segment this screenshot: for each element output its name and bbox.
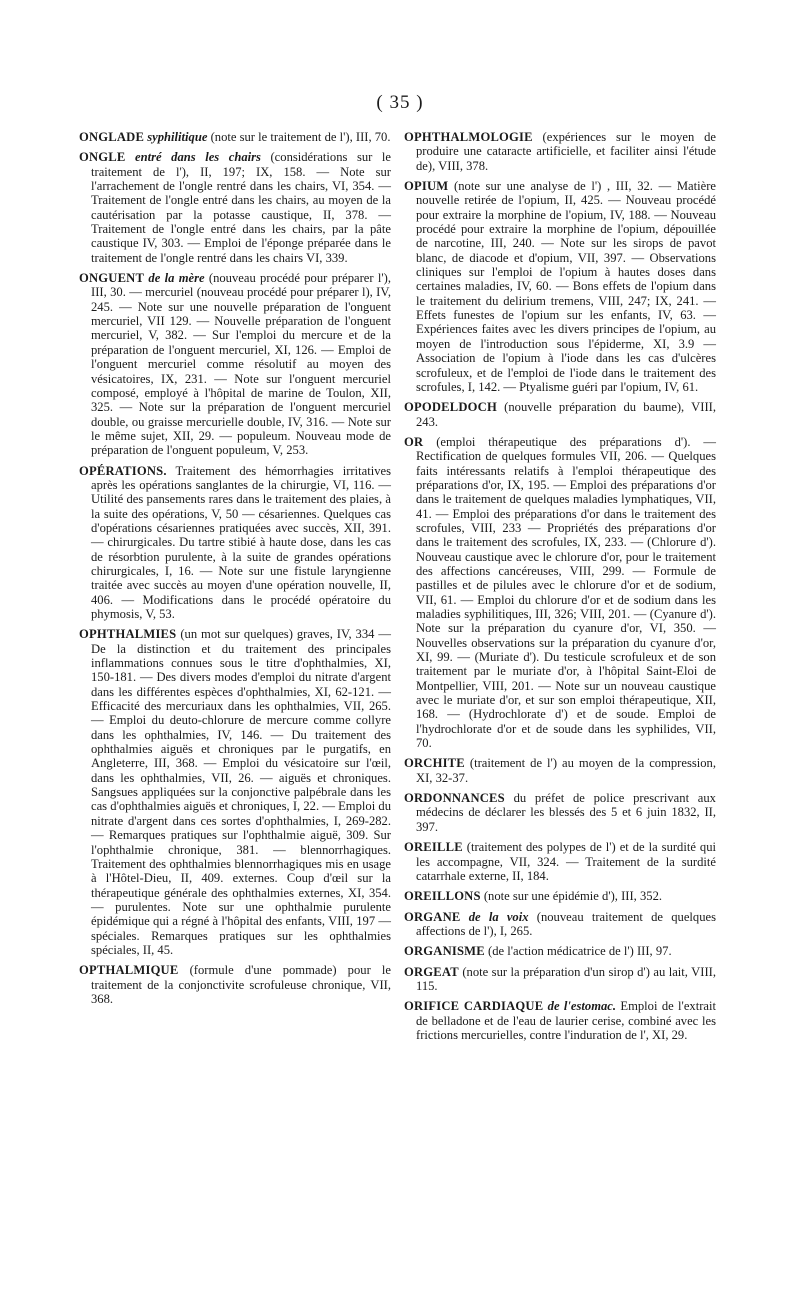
index-entry [404,400,716,429]
entry-text: (note sur le traitement de l'), III, 70. [210,130,391,144]
index-entry [404,840,716,883]
entry-text: (considérations sur le traitement de l'), II, 197; IX, 158. — Note sur l'arrachement de l'ongle rentré dans les chairs, VI, 354. — Traitement de l'ongle entré dans les chairs, au moyen de la cautérisation par la potasse caustique, II, 378. — Traitement de l'ongle entré dans les chairs, par la pâte caustique IV, 303. — Emploi de l'éponge préparée dans le traitement de l'ongle rentré dans les chairs VI, 339. [91,150,391,265]
index-entry [404,179,716,394]
entry-text: Emploi de l'extrait de belladone et de l'eau de laurier cerise, combiné avec les frictions mercurielles, contre l'induration de l', XI, 29. [416,999,716,1042]
entry-headword: OREILLONS [404,889,481,904]
page-number: ( 35 ) [376,92,424,113]
index-entry [404,999,716,1042]
entry-subheading: syphilitique [147,130,208,144]
entry-text: (nouveau procédé pour préparer l'), III, 30. — mercuriel (nouveau procédé pour préparer l), IV, 245. — Note sur une nouvelle préparation de l'onguent mercuriel, VII 129. — Nouvelle préparation de l'onguent mercuriel, V, 382. — Sur l'emploi du mercure et de la préparation de l'onguent mercuriel, XI, 126. — Emploi de l'onguent mercuriel comme résolutif au moyen des vésicatoires, IX, 231. — Note sur l'onguent mercuriel composé, employé à l'hôpital de marine de Toulon, XII, 325. — Note sur la préparation de l'onguent mercuriel double, ou graisse mercurielle double, IV, 316. — Note sur le même sujet, XII, 29. — populeum. Nouveau mode de préparation de l'onguent populeum, V, 253. [91,271,391,458]
entry-text: (note sur la préparation d'un sirop d') au lait, VIII, 115. [416,964,716,993]
index-entry [79,130,391,144]
entry-text: (note sur une épidémie d'), III, 352. [483,889,663,904]
entry-text: (note sur une analyse de l') , III, 32. — Matière nouvelle retirée de l'opium, II, 425. — Nouveau procédé pour extraire la morphine de l'opium, IV, 188. — Nouveau procédé pour extraire la morphine de l'opium, dépouillée de narcotine, III, 240. — Note sur les sirops de pavot blanc, de diacode et d'opium, VII, 397. — Observations cliniques sur l'emploi de l'opium à hautes doses dans certaines maladies, IV, 60. — Bons effets de l'opium dans le traitement du delirium tremens, VIII, 247; IX, 241. — Effets funestes de l'opium sur les enfants, IV, 63. — Expériences faites avec les divers principes de l'opium, au moyen de l'introduction sous l'épiderme, XI, 3.9 — Association de l'opium à l'iode dans les cas d'ulcères scrofuleux, et de l'emploi de l'iode dans le traitement des scrofules, I, 142. — Ptyalisme guéri par l'opium, IV, 61. [416,179,716,394]
index-entry [404,910,716,939]
entry-text: (expériences sur le moyen de produire une cataracte artificielle, et faciliter ainsi l'étude de), VIII, 378. [416,130,716,173]
entry-headword: OPODELDOCH [404,400,497,415]
index-entry [404,756,716,785]
entry-headword: ORGEAT [404,964,459,979]
entry-headword: ORIFICE CARDIAQUE [404,999,544,1014]
entry-headword: OPHTHALMIES [79,627,177,642]
index-entry [79,464,391,622]
entry-headword: ORDONNANCES [404,791,505,806]
entry-text: (traitement des polypes de l') et de la surdité qui les accompagne, VII, 324. — Traitement de la surdité catarrhale externe, II, 184. [416,840,717,883]
entry-text: du préfet de police prescrivant aux médecins de déclarer les blessés des 5 et 6 juin 1832, II, 397. [416,791,716,834]
entry-text: (emploi thérapeutique des préparations d'). — Rectification de quelques formules VII, 206. — Quelques faits intéressants relatifs à l'emploi thérapeutique des préparations d'or, IX, 195. — Emploi des préparations d'or dans le traitement de quelques maladies lymphatiques, VII, 41. — Emploi des préparations d'or dans le traitement des scrofules, VIII, 233 — Propriétés des préparations d'or dans le traitement des scrofules, IX, 233. — (Chlorure d'). Nouveau caustique avec le chlorure d'or, pour le traitement des affections cancéreuses, VIII, 299. — Formule de pastilles et de pilules avec le chlorure d'or et de sodium, VII, 61. — Emploi du chlorure d'or et de sodium dans les maladies syphilitiques, III, 326; VIII, 201. — (Cyanure d'). Note sur la préparation du cyanure d'or, VI, 350. — Nouvelles observations sur la préparation du cyanure d'or, XI, 99. — (Muriate d'). Du testicule scrofuleux et de son traitement par le muriate d'or, à l'hôpital Saint-Eloi de Montpellier, VIII, 201. — Note sur un nouveau caustique avec le muriate d'or, et sur son emploi thérapeutique, XII, 168. — (Hydrochlorate d') et de soude. Emploi de l'hydrochlorate d'or et de soude dans les syphilides, VII, 70. [416,434,717,751]
index-entry [404,889,716,903]
entry-headword: OREILLE [404,840,463,855]
entry-headword: ORCHITE [404,756,465,771]
entry-text: (nouveau traitement de quelques affections de l'), I, 265. [416,909,716,938]
entry-headword: OPHTHALMOLOGIE [404,130,533,144]
index-entry [404,791,716,834]
index-entry [79,271,391,457]
entry-text: (de l'action médicatrice de l') III, 97. [488,944,672,959]
entry-text: (formule d'une pommade) pour le traitement de la conjonctivite scrofuleuse chronique, VII, 368. [91,963,391,1006]
entry-text: (nouvelle préparation du baume), VIII, 243. [416,400,716,429]
entry-headword: OPÉRATIONS. [79,463,167,478]
entry-subheading: entré dans les chairs [135,150,261,165]
left-column [79,130,391,1012]
entry-headword: ORGANISME [404,944,485,959]
entry-headword: ONGLE [79,150,126,165]
entry-text: (un mot sur quelques) graves, IV, 334 — De la distinction et du traitement des principales inflammations connues sous le titre d'ophthalmies, XI, 150-181. — Des divers modes d'emploi du nitrate d'argent dans les différentes espèces d'ophthalmies, XI, 62-121. — Efficacité des mercuriaux dans les ophthalmies, VII, 265. — Emploi du deuto-chlorure de mercure comme collyre dans les ophthalmies, IV, 146. — Du traitement des ophthalmies aiguës et chroniques par le purgatifs, en Angleterre, III, 368. — Emploi du vésicatoire sur l'œil, dans les ophthalmies, VII, 26. — aiguës et chroniques. Sangsues appliquées sur la conjonctive palpébrale dans les cas d'ophthalmies aiguës et chroniques, I, 22. — Emploi du nitrate d'argent dans ces sortes d'ophthalmies, I, 269-282. — Remarques pratiques sur l'ophthalmie aiguë, 309. Sur l'ophthalmie chronique, 381. — blennorrhagiques. Traitement des ophthalmies blennorrhagiques mis en usage à l'Hôtel-Dieu, II, 409. externes. Coup d'œil sur la thérapeutique générale des ophthalmies externes, XI, 354. — purulentes. Note sur une ophthalmie purulente épidémique qui a régné à l'hôpital des enfants, VIII, 197 — spéciales. Remarques pratiques sur les ophthalmies spéciales, II, 45. [91,627,391,957]
right-column [404,130,716,1048]
index-entry [79,150,391,265]
entry-headword: ORGANE [404,909,461,924]
entry-subheading: de l'estomac. [547,999,617,1014]
entry-text: (traitement de l') au moyen de la compression, XI, 32-37. [416,756,716,785]
entry-headword: ONGUENT [79,271,145,286]
entry-headword: OPIUM [404,179,449,194]
entry-headword: OPTHALMIQUE [79,963,179,978]
entry-text: Traitement des hémorrhagies irritatives après les opérations sanglantes de la chirurgie, VI, 116. — Utilité des pansements rares dans le traitement des plaies, à la suite des opérations, V, 50 — césariennes. Quelques cas d'opérations césariennes pratiquées avec succès, XII, 391. — chirurgicales. Du tartre stibié à haute dose, dans les cas de résorbtion purulente, à la suite de grandes opérations chirurgicales, I, 16. — Note sur une fistule laryngienne traitée avec succès au moyen d'une opération nouvelle, II, 406. — Modifications dans le procédé opératoire du phymosis, V, 53. [91,463,391,621]
entry-headword: OR [404,434,424,449]
index-entry [79,627,391,957]
index-entry [404,435,716,751]
index-entry [79,963,391,1006]
index-entry [404,965,716,994]
entry-subheading: de la voix [468,909,529,924]
index-entry [404,944,716,958]
entry-headword: ONGLADE [79,130,145,144]
index-entry [404,130,716,173]
entry-subheading: de la mère [148,271,205,286]
